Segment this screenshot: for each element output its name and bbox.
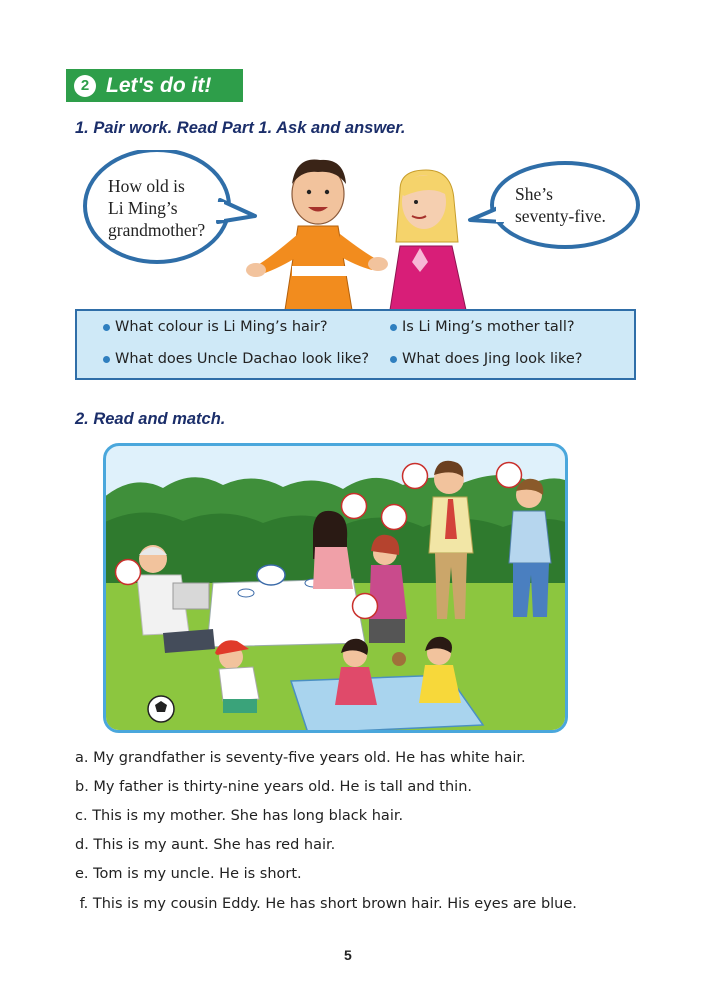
bubble-right-text [515,183,606,227]
part2-heading: 2. Read and match. [75,410,226,428]
boy-character [246,160,388,311]
girl-character [390,170,466,310]
section-title: Let's do it! [106,73,212,97]
bubble-left-text [108,175,205,241]
question-text: What does Jing look like? [402,351,583,367]
bubble-right-line: seventy-five. [515,206,606,226]
question-item [103,351,369,367]
family-picnic-illustration [103,443,568,733]
section-banner [66,69,243,102]
bubble-left-line: Li Ming’s [108,198,178,218]
page-number: 5 [344,947,352,963]
match-sentence: f. This is my cousin Eddy. He has short brown hair. His eyes are blue. [75,896,577,912]
question-text: What does Uncle Dachao look like? [115,351,370,367]
question-item [390,351,583,367]
picnic-scene-drawing [103,443,568,733]
match-sentence: a. My grandfather is seventy-five years old. He has white hair. [75,750,526,766]
bullet-icon [390,324,397,331]
bullet-icon [390,356,397,363]
section-number-badge: 2 [74,75,96,97]
bullet-icon [103,356,110,363]
bullet-icon [103,324,110,331]
bubble-left-line: grandmother? [108,220,206,240]
part1-heading: 1. Pair work. Read Part 1. Ask and answer. [75,119,406,137]
question-text: Is Li Ming’s mother tall? [402,319,575,335]
bubble-left-line: How old is [108,176,185,196]
match-sentence: c. This is my mother. She has long black hair. [75,808,404,824]
question-text: What colour is Li Ming’s hair? [115,319,328,335]
question-item [103,319,328,335]
match-sentence: d. This is my aunt. She has red hair. [75,837,336,853]
bubble-right-line: She’s [515,184,553,204]
question-item [390,319,575,335]
match-sentence: b. My father is thirty-nine years old. He is tall and thin. [75,779,473,795]
match-sentence: e. Tom is my uncle. He is short. [75,866,302,882]
